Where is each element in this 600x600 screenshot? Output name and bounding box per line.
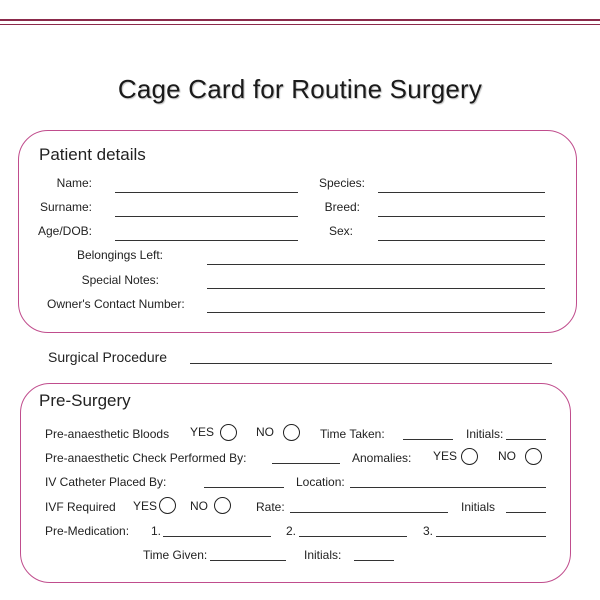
anomalies-no-label: NO — [498, 449, 516, 463]
time-given-initials-field[interactable] — [354, 560, 394, 561]
bloods-no-label: NO — [256, 425, 274, 439]
bloods-initials-label: Initials: — [466, 427, 504, 441]
location-label: Location: — [296, 475, 345, 489]
breed-label: Breed: — [324, 200, 360, 214]
anomalies-yes-radio[interactable] — [461, 448, 478, 465]
pre-med-field-3[interactable] — [436, 536, 546, 537]
bloods-no-radio[interactable] — [283, 424, 300, 441]
anomalies-no-radio[interactable] — [525, 448, 542, 465]
rate-field[interactable] — [290, 512, 448, 513]
bloods-initials-field[interactable] — [506, 439, 546, 440]
age-dob-label: Age/DOB: — [37, 224, 92, 238]
pre-med-field-2[interactable] — [299, 536, 407, 537]
sex-field[interactable] — [378, 240, 545, 241]
ivf-no-label: NO — [190, 499, 208, 513]
sex-label: Sex: — [328, 224, 353, 238]
species-label: Species: — [318, 176, 365, 190]
special-notes-label: Special Notes: — [81, 273, 159, 287]
time-given-initials-label: Initials: — [304, 548, 342, 562]
time-taken-field[interactable] — [403, 439, 453, 440]
ivf-initials-label: Initials — [461, 500, 496, 514]
iv-catheter-label: IV Catheter Placed By: — [45, 475, 167, 489]
pre-medication-label: Pre-Medication: — [45, 524, 130, 538]
special-notes-field[interactable] — [207, 288, 545, 289]
age-dob-field[interactable] — [115, 240, 298, 241]
species-field[interactable] — [378, 192, 545, 193]
iv-catheter-field[interactable] — [204, 487, 284, 488]
patient-details-heading: Patient details — [39, 145, 146, 164]
pre-med-number-2: 2. — [286, 524, 297, 538]
header-rule-thin — [0, 24, 600, 25]
page-title: Cage Card for Routine Surgery — [117, 74, 483, 104]
ivf-no-radio[interactable] — [214, 497, 231, 514]
check-performed-label: Pre-anaesthetic Check Performed By: — [45, 451, 247, 465]
anomalies-label: Anomalies: — [352, 451, 412, 465]
surgical-procedure-field[interactable] — [190, 363, 552, 364]
check-performed-field[interactable] — [272, 463, 340, 464]
time-given-field[interactable] — [210, 560, 286, 561]
header-rule — [0, 19, 600, 21]
pre-med-number-3: 3. — [423, 524, 434, 538]
belongings-field[interactable] — [207, 264, 545, 265]
name-label: Name: — [56, 176, 92, 190]
time-given-label: Time Given: — [143, 548, 208, 562]
breed-field[interactable] — [378, 216, 545, 217]
ivf-required-label: IVF Required — [45, 500, 116, 514]
ivf-yes-label: YES — [133, 499, 158, 513]
location-field[interactable] — [350, 487, 546, 488]
anomalies-yes-label: YES — [433, 449, 458, 463]
owner-contact-label: Owner's Contact Number: — [47, 297, 185, 311]
pre-med-field-1[interactable] — [163, 536, 271, 537]
pre-surgery-heading: Pre-Surgery — [39, 391, 131, 410]
belongings-label: Belongings Left: — [76, 248, 163, 262]
bloods-yes-radio[interactable] — [220, 424, 237, 441]
name-field[interactable] — [115, 192, 298, 193]
bloods-yes-label: YES — [190, 425, 215, 439]
ivf-initials-field[interactable] — [506, 512, 546, 513]
bloods-label: Pre-anaesthetic Bloods — [45, 427, 170, 441]
surgical-procedure-label: Surgical Procedure — [48, 349, 168, 365]
ivf-yes-radio[interactable] — [159, 497, 176, 514]
rate-label: Rate: — [256, 500, 285, 514]
surname-field[interactable] — [115, 216, 298, 217]
time-taken-label: Time Taken: — [320, 427, 385, 441]
pre-med-number-1: 1. — [151, 524, 162, 538]
surname-label: Surname: — [39, 200, 92, 214]
owner-contact-field[interactable] — [207, 312, 545, 313]
